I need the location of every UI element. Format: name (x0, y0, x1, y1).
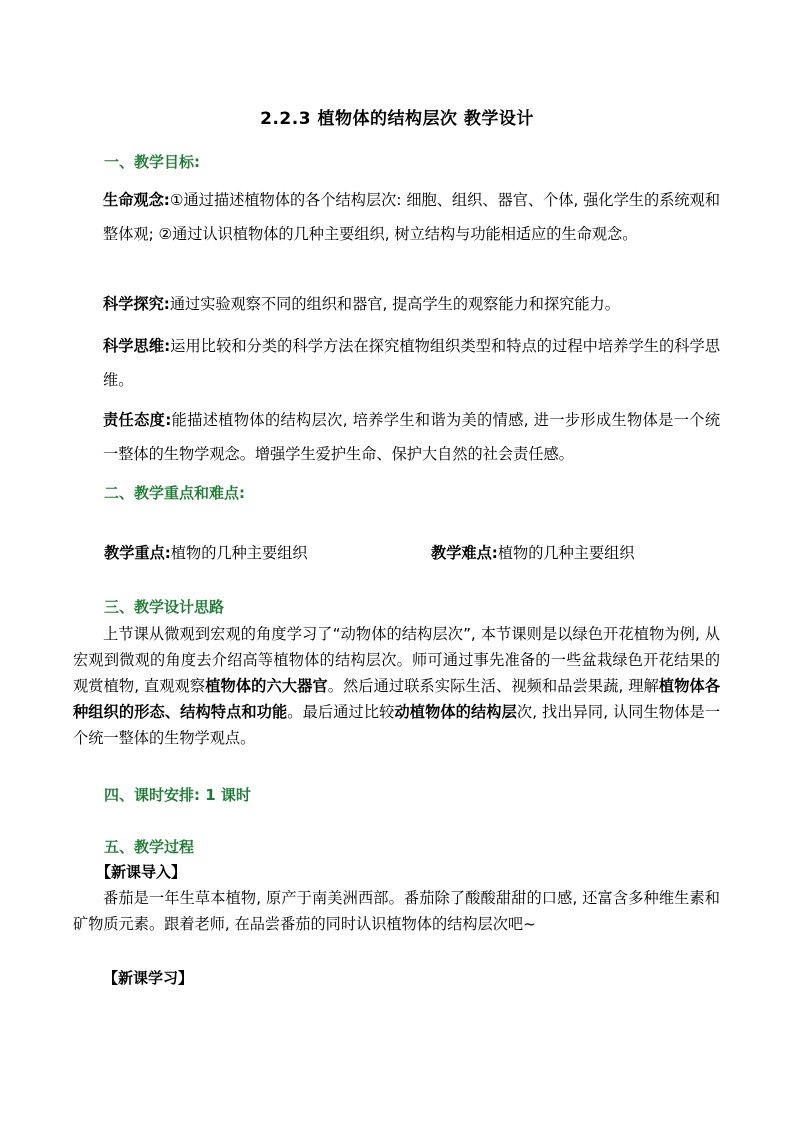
new-lesson-intro-text: 番茄是一年生草本植物, 原产于南美洲西部。番茄除了酸酸甜甜的口感, 还富含多种维生素和矿物质元素。跟着老师, 在品尝番茄的同时认识植物体的结构层次吧~ (73, 889, 720, 933)
goal-thinking-paragraph (103, 329, 720, 397)
goal-responsibility-paragraph (103, 403, 720, 471)
teaching-difficulty-text: 植物的几种主要组织 (497, 544, 635, 562)
section-heading-keypoints: 二、教学重点和难点: (104, 484, 245, 502)
section-heading-goals: 一、教学目标: (104, 153, 200, 171)
goal-inquiry-text: 通过实验观察不同的组织和器官, 提高学生的观察能力和探究能力。 (169, 295, 620, 313)
document-title: 2.2.3 植物体的结构层次 教学设计 (260, 109, 534, 129)
goal-thinking-text: 运用比较和分类的科学方法在探究植物组织类型和特点的过程中培养学生的科学思维。 (103, 337, 721, 389)
design-paragraph (73, 621, 720, 751)
goal-life-text: ①通过描述植物体的各个结构层次: 细胞、组织、器官、个体, 强化学生的系统观和整体观; ②通过认识植物体的几种主要组织, 树立结构与功能相适应的生命观念。 (103, 191, 721, 243)
goal-inquiry-paragraph (103, 287, 720, 321)
teaching-focus-text: 植物的几种主要组织 (170, 544, 308, 562)
goal-life-label: 生命观念: (103, 191, 170, 209)
new-lesson-study-label: 【新课学习】 (103, 969, 194, 987)
design-bold-2: 植物体各种组织的形态、结构特点和功能 (73, 677, 721, 721)
teaching-difficulty-label: 教学难点: (431, 544, 498, 562)
design-text-4: 次, 找出异同, 认同生物体是一个统一整体的生物学观点。 (73, 703, 721, 747)
teaching-focus (104, 542, 308, 563)
new-lesson-intro-label: 【新课导入】 (96, 863, 187, 881)
goal-responsibility-label: 责任态度: (103, 411, 172, 429)
design-bold-3: 动植物体的结构层 (394, 703, 517, 721)
section-heading-process: 五、教学过程 (104, 838, 195, 856)
section-heading-design: 三、教学设计思路 (104, 598, 225, 616)
goal-responsibility-text: 能描述植物体的结构层次, 培养学生和谐为美的情感, 进一步形成生物体是一个统一整体的生物学观念。增强学生爱护生命、保护大自然的社会责任感。 (103, 411, 721, 463)
teaching-difficulty (431, 542, 635, 563)
design-text-1: 上节课从微观到宏观的角度学习了“动物体的结构层次”, 本节课则是以绿色开花植物为例, 从宏观到微观的角度去介绍高等植物体的结构层次。师可通过事先准备的一些盆栽绿色开花结果的观赏植物, 直观观察 (73, 625, 720, 695)
goal-thinking-label: 科学思维: (103, 337, 171, 355)
design-bold-1: 植物体的六大器官 (205, 677, 328, 695)
design-text-2: 。然后通过联系实际生活、视频和品尝果蔬, 理解 (327, 677, 659, 695)
design-text-3: 。最后通过比较 (287, 703, 395, 721)
goal-life-paragraph (103, 183, 720, 251)
goal-inquiry-label: 科学探究: (103, 295, 170, 313)
section-heading-schedule: 四、课时安排: 1 课时 (104, 786, 251, 804)
teaching-focus-label: 教学重点: (104, 544, 171, 562)
